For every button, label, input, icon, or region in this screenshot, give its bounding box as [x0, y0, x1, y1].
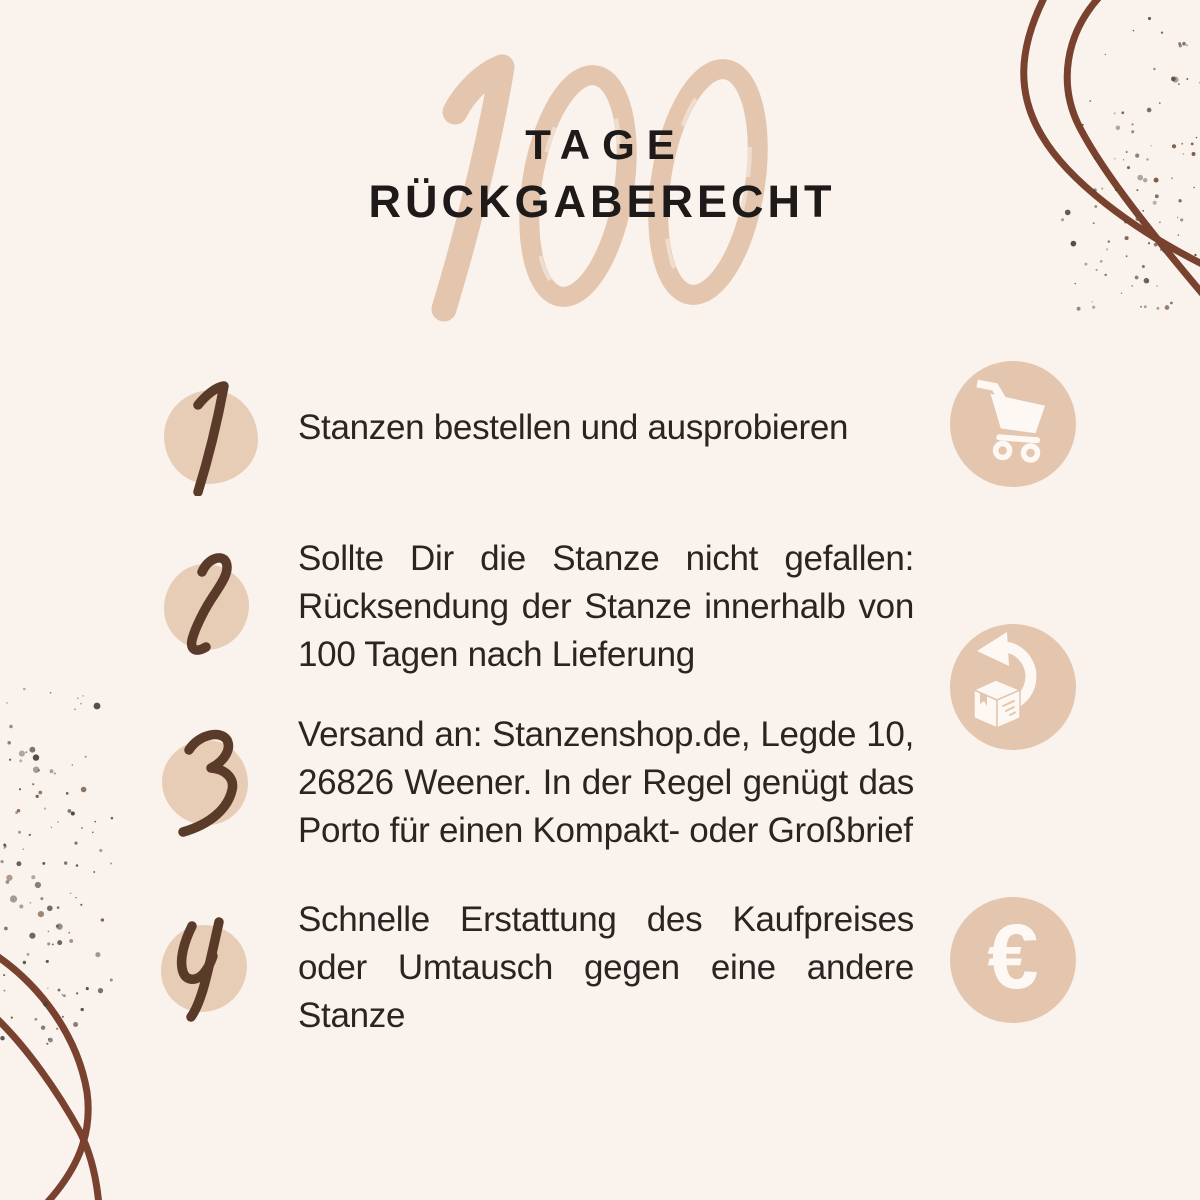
step-4-line-2: oder Umtausch gegen eine andere [298, 948, 914, 987]
step-1-line-1: Stanzen bestellen und ausprobieren [298, 408, 849, 447]
package-return-badge [950, 624, 1076, 750]
step-number-3 [165, 728, 245, 843]
step-number-1 [170, 378, 250, 496]
step-4-text [298, 896, 914, 1040]
title-line-1: TAGE [525, 121, 687, 168]
step-3-line-1: Versand an: Stanzenshop.de, Legde 10, [298, 715, 914, 754]
step-1-text [298, 404, 914, 452]
bottom-left-curve-2 [0, 1016, 99, 1200]
package-return-icon [950, 624, 1076, 750]
speckles-bottom-left [0, 688, 113, 1045]
step-2-line-3: 100 Tagen nach Lieferung [298, 635, 695, 674]
step-4-line-3: Stanze [298, 996, 406, 1035]
step-number-2 [168, 550, 243, 665]
title-line-2: RÜCKGABERECHT [368, 176, 836, 227]
euro-badge [950, 897, 1076, 1023]
euro-icon: € [987, 905, 1039, 1008]
step-3-line-3: Porto für einen Kompakt- oder Großbrief [298, 811, 913, 850]
shopping-cart-icon [950, 361, 1076, 487]
page-title [0, 116, 1200, 230]
step-2-text [298, 535, 914, 679]
step-2-line-1: Sollte Dir die Stanze nicht gefallen: [298, 539, 914, 578]
shopping-cart-badge [950, 361, 1076, 487]
step-3-text [298, 711, 914, 855]
step-3-line-2: 26826 Weener. In der Regel genügt das [298, 763, 914, 802]
step-4-line-1: Schnelle Erstattung des Kaufpreises [298, 900, 914, 939]
step-2-line-2: Rücksendung der Stanze innerhalb von [298, 587, 914, 626]
step-number-4 [162, 910, 242, 1025]
